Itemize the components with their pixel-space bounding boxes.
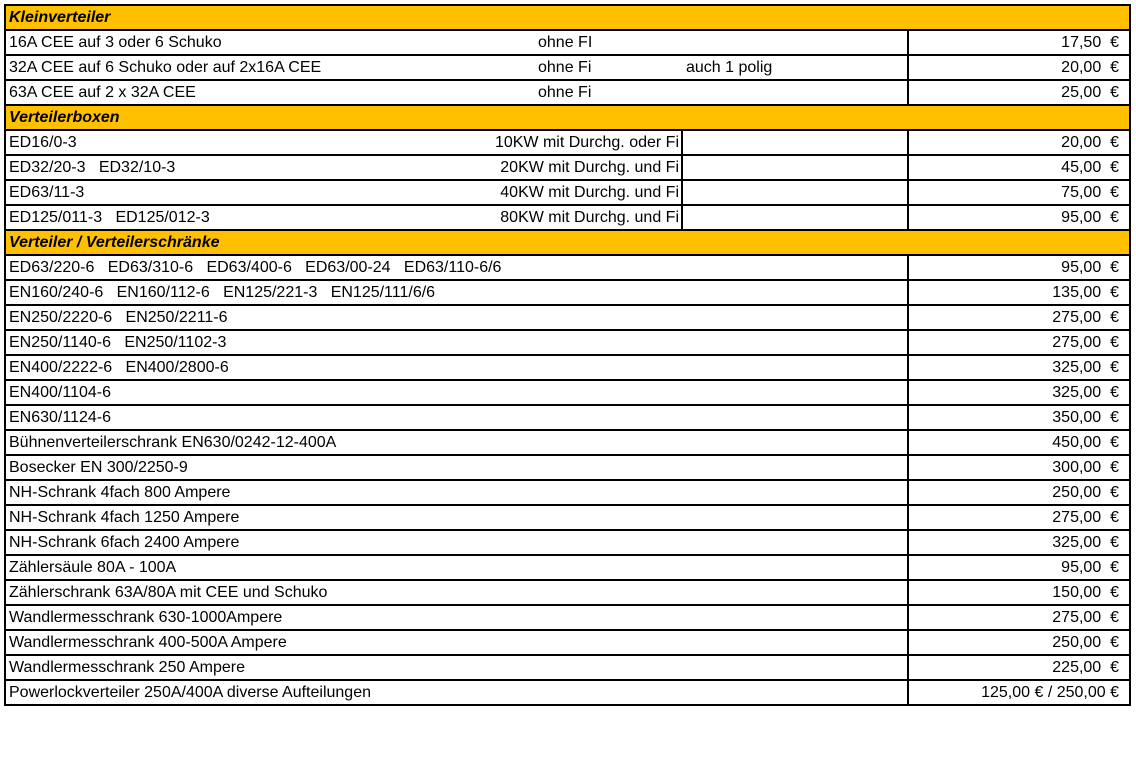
item-price: 250,00 € xyxy=(1052,634,1119,651)
item-price: 250,00 € xyxy=(1052,484,1119,501)
price-row xyxy=(4,406,1131,431)
price-row xyxy=(4,281,1131,306)
item-price: 125,00 € / 250,00 € xyxy=(981,684,1119,701)
item-price: 20,00 € xyxy=(1061,134,1119,151)
column-divider xyxy=(681,156,683,179)
item-price: 95,00 € xyxy=(1061,259,1119,276)
item-name: Zählerschrank 63A/80A mit CEE und Schuko xyxy=(9,584,328,601)
item-price: 300,00 € xyxy=(1052,459,1119,476)
price-row xyxy=(4,581,1131,606)
item-rating: 20KW mit Durchg. und Fi xyxy=(500,159,679,176)
price-row xyxy=(4,156,1131,181)
item-price: 275,00 € xyxy=(1052,334,1119,351)
price-row xyxy=(4,531,1131,556)
item-price: 225,00 € xyxy=(1052,659,1119,676)
price-row xyxy=(4,556,1131,581)
price-divider xyxy=(907,131,909,154)
item-name: EN400/1104-6 xyxy=(9,384,111,401)
price-row xyxy=(4,681,1131,706)
price-sheet xyxy=(4,4,1131,706)
price-divider xyxy=(907,206,909,229)
item-price: 25,00 € xyxy=(1061,84,1119,101)
item-name: Wandlermesschrank 630-1000Ampere xyxy=(9,609,283,626)
price-row xyxy=(4,631,1131,656)
item-name: Wandlermesschrank 400-500A Ampere xyxy=(9,634,287,651)
item-name: EN160/240-6 EN160/112-6 EN125/221-3 EN125/111/6/6 xyxy=(9,284,436,301)
item-price: 450,00 € xyxy=(1052,434,1119,451)
section-title: Kleinverteiler xyxy=(9,9,111,26)
column-divider xyxy=(681,181,683,204)
item-name: EN250/1140-6 EN250/1102-3 xyxy=(9,334,227,351)
item-rating: 40KW mit Durchg. und Fi xyxy=(500,184,679,201)
price-divider xyxy=(907,531,909,554)
price-divider xyxy=(907,181,909,204)
price-divider xyxy=(907,606,909,629)
price-divider xyxy=(907,481,909,504)
item-name: EN250/2220-6 EN250/2211-6 xyxy=(9,309,228,326)
price-divider xyxy=(907,256,909,279)
item-price: 45,00 € xyxy=(1061,159,1119,176)
section-header xyxy=(4,106,1131,131)
section-header xyxy=(4,6,1131,31)
item-name: NH-Schrank 4fach 1250 Ampere xyxy=(9,509,240,526)
price-divider xyxy=(907,556,909,579)
price-row xyxy=(4,656,1131,681)
item-note: ohne Fi xyxy=(538,59,592,76)
item-price: 325,00 € xyxy=(1052,384,1119,401)
column-divider xyxy=(681,206,683,229)
price-row xyxy=(4,606,1131,631)
price-divider xyxy=(907,656,909,679)
item-name: Bosecker EN 300/2250-9 xyxy=(9,459,188,476)
item-name: 63A CEE auf 2 x 32A CEE xyxy=(9,84,196,101)
price-row xyxy=(4,431,1131,456)
price-row xyxy=(4,206,1131,231)
item-note: ohne Fi xyxy=(538,84,592,101)
item-extra: auch 1 polig xyxy=(686,59,773,76)
item-name: EN630/1124-6 xyxy=(9,409,111,426)
price-row xyxy=(4,506,1131,531)
item-price: 275,00 € xyxy=(1052,309,1119,326)
item-name: NH-Schrank 6fach 2400 Ampere xyxy=(9,534,240,551)
column-divider xyxy=(681,131,683,154)
item-price: 325,00 € xyxy=(1052,534,1119,551)
price-divider xyxy=(907,331,909,354)
item-price: 275,00 € xyxy=(1052,609,1119,626)
item-note: ohne FI xyxy=(538,34,593,51)
section-title: Verteiler / Verteilerschränke xyxy=(9,234,220,251)
price-row xyxy=(4,381,1131,406)
price-divider xyxy=(907,681,909,704)
item-name: Powerlockverteiler 250A/400A diverse Aufteilungen xyxy=(9,684,371,701)
item-name: NH-Schrank 4fach 800 Ampere xyxy=(9,484,231,501)
item-name: 16A CEE auf 3 oder 6 Schuko xyxy=(9,34,222,51)
item-name: ED63/11-3 xyxy=(9,184,85,201)
item-price: 95,00 € xyxy=(1061,209,1119,226)
item-price: 135,00 € xyxy=(1052,284,1119,301)
price-divider xyxy=(907,81,909,104)
item-price: 20,00 € xyxy=(1061,59,1119,76)
price-row xyxy=(4,31,1131,56)
item-rating: 80KW mit Durchg. und Fi xyxy=(500,209,679,226)
item-price: 150,00 € xyxy=(1052,584,1119,601)
price-divider xyxy=(907,306,909,329)
item-price: 17,50 € xyxy=(1061,34,1119,51)
price-divider xyxy=(907,281,909,304)
price-divider xyxy=(907,431,909,454)
item-name: Bühnenverteilerschrank EN630/0242-12-400A xyxy=(9,434,337,451)
price-row xyxy=(4,131,1131,156)
price-divider xyxy=(907,381,909,404)
section-header xyxy=(4,231,1131,256)
item-name: 32A CEE auf 6 Schuko oder auf 2x16A CEE xyxy=(9,59,322,76)
price-row xyxy=(4,306,1131,331)
section-title: Verteilerboxen xyxy=(9,109,120,126)
item-name: Wandlermesschrank 250 Ampere xyxy=(9,659,245,676)
price-row xyxy=(4,56,1131,81)
price-divider xyxy=(907,31,909,54)
item-name: EN400/2222-6 EN400/2800-6 xyxy=(9,359,229,376)
item-name: ED16/0-3 xyxy=(9,134,77,151)
price-row xyxy=(4,481,1131,506)
price-divider xyxy=(907,56,909,79)
price-divider xyxy=(907,156,909,179)
price-divider xyxy=(907,456,909,479)
item-name: ED32/20-3 ED32/10-3 xyxy=(9,159,176,176)
price-divider xyxy=(907,356,909,379)
price-row xyxy=(4,331,1131,356)
item-price: 325,00 € xyxy=(1052,359,1119,376)
price-row xyxy=(4,356,1131,381)
item-name: ED125/011-3 ED125/012-3 xyxy=(9,209,210,226)
item-name: Zählersäule 80A - 100A xyxy=(9,559,177,576)
price-divider xyxy=(907,581,909,604)
price-row xyxy=(4,81,1131,106)
price-row xyxy=(4,256,1131,281)
item-price: 275,00 € xyxy=(1052,509,1119,526)
item-price: 350,00 € xyxy=(1052,409,1119,426)
item-price: 95,00 € xyxy=(1061,559,1119,576)
item-rating: 10KW mit Durchg. oder Fi xyxy=(494,134,679,151)
price-row xyxy=(4,456,1131,481)
price-divider xyxy=(907,406,909,429)
item-name: ED63/220-6 ED63/310-6 ED63/400-6 ED63/00-24 ED63/110-6/6 xyxy=(9,259,502,276)
price-divider xyxy=(907,506,909,529)
price-divider xyxy=(907,631,909,654)
price-row xyxy=(4,181,1131,206)
item-price: 75,00 € xyxy=(1061,184,1119,201)
